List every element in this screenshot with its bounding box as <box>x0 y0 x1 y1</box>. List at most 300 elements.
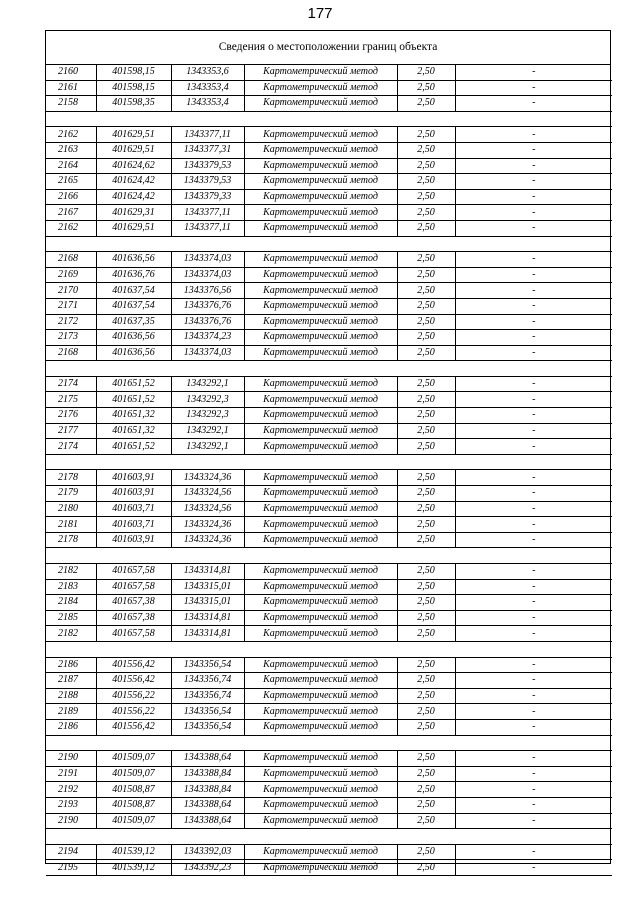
point-number-cell: 2165 <box>46 174 96 190</box>
method-cell: Картометрический метод <box>244 470 397 486</box>
method-cell: Картометрический метод <box>244 158 397 174</box>
point-number-cell: 2173 <box>46 330 96 346</box>
point-number-cell: 2167 <box>46 205 96 221</box>
table-row <box>46 595 612 611</box>
table-row <box>46 205 612 221</box>
y-coordinate-cell: 1343353,4 <box>171 80 244 96</box>
table-row <box>46 813 612 829</box>
note-cell: - <box>455 80 612 96</box>
point-number-cell: 2164 <box>46 158 96 174</box>
accuracy-cell: 2,50 <box>397 158 455 174</box>
x-coordinate-cell: 401636,56 <box>96 330 171 346</box>
point-number-cell: 2170 <box>46 283 96 299</box>
table-row <box>46 564 612 580</box>
accuracy-cell: 2,50 <box>397 751 455 767</box>
y-coordinate-cell: 1343324,36 <box>171 470 244 486</box>
method-cell: Картометрический метод <box>244 626 397 642</box>
point-number-cell: 2193 <box>46 797 96 813</box>
separator-cell <box>46 454 612 470</box>
x-coordinate-cell: 401539,12 <box>96 844 171 860</box>
x-coordinate-cell: 401508,87 <box>96 797 171 813</box>
table-row <box>46 267 612 283</box>
table-row <box>46 408 612 424</box>
y-coordinate-cell: 1343379,33 <box>171 189 244 205</box>
note-cell: - <box>455 65 612 80</box>
table-row <box>46 423 612 439</box>
x-coordinate-cell: 401629,51 <box>96 220 171 236</box>
note-cell: - <box>455 142 612 158</box>
note-cell: - <box>455 345 612 361</box>
x-coordinate-cell: 401657,58 <box>96 564 171 580</box>
table-row <box>46 142 612 158</box>
method-cell: Картометрический метод <box>244 174 397 190</box>
x-coordinate-cell: 401509,07 <box>96 766 171 782</box>
accuracy-cell: 2,50 <box>397 80 455 96</box>
note-cell: - <box>455 158 612 174</box>
table-row <box>46 688 612 704</box>
note-cell: - <box>455 470 612 486</box>
x-coordinate-cell: 401651,52 <box>96 376 171 392</box>
y-coordinate-cell: 1343353,6 <box>171 65 244 80</box>
note-cell: - <box>455 283 612 299</box>
group-separator-row <box>46 111 612 127</box>
note-cell: - <box>455 423 612 439</box>
table-row <box>46 844 612 860</box>
y-coordinate-cell: 1343377,31 <box>171 142 244 158</box>
note-cell: - <box>455 96 612 112</box>
method-cell: Картометрический метод <box>244 80 397 96</box>
x-coordinate-cell: 401651,52 <box>96 392 171 408</box>
method-cell: Картометрический метод <box>244 797 397 813</box>
point-number-cell: 2161 <box>46 80 96 96</box>
note-cell: - <box>455 610 612 626</box>
note-cell: - <box>455 314 612 330</box>
table-row <box>46 751 612 767</box>
note-cell: - <box>455 408 612 424</box>
separator-cell <box>46 829 612 845</box>
method-cell: Картометрический метод <box>244 688 397 704</box>
point-number-cell: 2180 <box>46 501 96 517</box>
point-number-cell: 2171 <box>46 298 96 314</box>
note-cell: - <box>455 844 612 860</box>
coordinates-table <box>46 65 612 876</box>
table-row <box>46 532 612 548</box>
method-cell: Картометрический метод <box>244 719 397 735</box>
x-coordinate-cell: 401637,54 <box>96 298 171 314</box>
method-cell: Картометрический метод <box>244 751 397 767</box>
table-row <box>46 579 612 595</box>
x-coordinate-cell: 401598,15 <box>96 80 171 96</box>
table-row <box>46 220 612 236</box>
y-coordinate-cell: 1343377,11 <box>171 205 244 221</box>
method-cell: Картометрический метод <box>244 127 397 143</box>
note-cell: - <box>455 298 612 314</box>
accuracy-cell: 2,50 <box>397 283 455 299</box>
x-coordinate-cell: 401556,22 <box>96 704 171 720</box>
table-row <box>46 127 612 143</box>
accuracy-cell: 2,50 <box>397 797 455 813</box>
method-cell: Картометрический метод <box>244 283 397 299</box>
note-cell: - <box>455 376 612 392</box>
x-coordinate-cell: 401556,42 <box>96 719 171 735</box>
accuracy-cell: 2,50 <box>397 330 455 346</box>
page-number: 177 <box>307 5 333 22</box>
table-row <box>46 486 612 502</box>
x-coordinate-cell: 401556,22 <box>96 688 171 704</box>
x-coordinate-cell: 401651,32 <box>96 423 171 439</box>
y-coordinate-cell: 1343374,23 <box>171 330 244 346</box>
x-coordinate-cell: 401598,35 <box>96 96 171 112</box>
accuracy-cell: 2,50 <box>397 626 455 642</box>
method-cell: Картометрический метод <box>244 330 397 346</box>
group-separator-row <box>46 361 612 377</box>
table-row <box>46 439 612 455</box>
y-coordinate-cell: 1343379,53 <box>171 158 244 174</box>
y-coordinate-cell: 1343292,1 <box>171 423 244 439</box>
accuracy-cell: 2,50 <box>397 719 455 735</box>
x-coordinate-cell: 401657,38 <box>96 595 171 611</box>
point-number-cell: 2182 <box>46 626 96 642</box>
y-coordinate-cell: 1343314,81 <box>171 626 244 642</box>
method-cell: Картометрический метод <box>244 704 397 720</box>
note-cell: - <box>455 330 612 346</box>
point-number-cell: 2188 <box>46 688 96 704</box>
note-cell: - <box>455 579 612 595</box>
y-coordinate-cell: 1343374,03 <box>171 252 244 268</box>
x-coordinate-cell: 401629,51 <box>96 142 171 158</box>
x-coordinate-cell: 401603,71 <box>96 517 171 533</box>
note-cell: - <box>455 704 612 720</box>
table-row <box>46 657 612 673</box>
accuracy-cell: 2,50 <box>397 252 455 268</box>
accuracy-cell: 2,50 <box>397 65 455 80</box>
table-row <box>46 314 612 330</box>
accuracy-cell: 2,50 <box>397 517 455 533</box>
y-coordinate-cell: 1343392,03 <box>171 844 244 860</box>
note-cell: - <box>455 267 612 283</box>
x-coordinate-cell: 401657,58 <box>96 579 171 595</box>
point-number-cell: 2187 <box>46 673 96 689</box>
accuracy-cell: 2,50 <box>397 486 455 502</box>
point-number-cell: 2178 <box>46 470 96 486</box>
table-row <box>46 626 612 642</box>
accuracy-cell: 2,50 <box>397 142 455 158</box>
table-row <box>46 376 612 392</box>
method-cell: Картометрический метод <box>244 657 397 673</box>
accuracy-cell: 2,50 <box>397 408 455 424</box>
method-cell: Картометрический метод <box>244 65 397 80</box>
y-coordinate-cell: 1343314,81 <box>171 610 244 626</box>
method-cell: Картометрический метод <box>244 345 397 361</box>
x-coordinate-cell: 401603,91 <box>96 486 171 502</box>
method-cell: Картометрический метод <box>244 673 397 689</box>
y-coordinate-cell: 1343388,64 <box>171 751 244 767</box>
method-cell: Картометрический метод <box>244 579 397 595</box>
accuracy-cell: 2,50 <box>397 532 455 548</box>
y-coordinate-cell: 1343292,1 <box>171 376 244 392</box>
point-number-cell: 2192 <box>46 782 96 798</box>
table-row <box>46 252 612 268</box>
method-cell: Картометрический метод <box>244 252 397 268</box>
accuracy-cell: 2,50 <box>397 314 455 330</box>
y-coordinate-cell: 1343324,36 <box>171 517 244 533</box>
note-cell: - <box>455 782 612 798</box>
point-number-cell: 2168 <box>46 345 96 361</box>
point-number-cell: 2183 <box>46 579 96 595</box>
accuracy-cell: 2,50 <box>397 470 455 486</box>
table-row <box>46 96 612 112</box>
point-number-cell: 2190 <box>46 813 96 829</box>
point-number-cell: 2162 <box>46 220 96 236</box>
accuracy-cell: 2,50 <box>397 595 455 611</box>
note-cell: - <box>455 205 612 221</box>
x-coordinate-cell: 401508,87 <box>96 782 171 798</box>
x-coordinate-cell: 401556,42 <box>96 673 171 689</box>
point-number-cell: 2191 <box>46 766 96 782</box>
point-number-cell: 2176 <box>46 408 96 424</box>
y-coordinate-cell: 1343379,53 <box>171 174 244 190</box>
note-cell: - <box>455 127 612 143</box>
note-cell: - <box>455 626 612 642</box>
method-cell: Картометрический метод <box>244 439 397 455</box>
table-title: Сведения о местоположении границ объекта <box>46 31 610 65</box>
method-cell: Картометрический метод <box>244 423 397 439</box>
accuracy-cell: 2,50 <box>397 189 455 205</box>
y-coordinate-cell: 1343314,81 <box>171 564 244 580</box>
group-separator-row <box>46 829 612 845</box>
x-coordinate-cell: 401539,12 <box>96 860 171 876</box>
y-coordinate-cell: 1343324,56 <box>171 501 244 517</box>
y-coordinate-cell: 1343315,01 <box>171 595 244 611</box>
point-number-cell: 2175 <box>46 392 96 408</box>
method-cell: Картометрический метод <box>244 267 397 283</box>
accuracy-cell: 2,50 <box>397 688 455 704</box>
point-number-cell: 2166 <box>46 189 96 205</box>
note-cell: - <box>455 595 612 611</box>
separator-cell <box>46 361 612 377</box>
note-cell: - <box>455 517 612 533</box>
y-coordinate-cell: 1343374,03 <box>171 345 244 361</box>
note-cell: - <box>455 501 612 517</box>
table-row <box>46 501 612 517</box>
note-cell: - <box>455 220 612 236</box>
note-cell: - <box>455 797 612 813</box>
x-coordinate-cell: 401636,56 <box>96 345 171 361</box>
accuracy-cell: 2,50 <box>397 205 455 221</box>
table-row <box>46 174 612 190</box>
method-cell: Картометрический метод <box>244 610 397 626</box>
accuracy-cell: 2,50 <box>397 610 455 626</box>
note-cell: - <box>455 673 612 689</box>
accuracy-cell: 2,50 <box>397 345 455 361</box>
accuracy-cell: 2,50 <box>397 564 455 580</box>
table-row <box>46 673 612 689</box>
note-cell: - <box>455 252 612 268</box>
point-number-cell: 2186 <box>46 719 96 735</box>
method-cell: Картометрический метод <box>244 96 397 112</box>
table-row <box>46 80 612 96</box>
method-cell: Картометрический метод <box>244 376 397 392</box>
x-coordinate-cell: 401598,15 <box>96 65 171 80</box>
accuracy-cell: 2,50 <box>397 782 455 798</box>
table-row <box>46 517 612 533</box>
point-number-cell: 2194 <box>46 844 96 860</box>
y-coordinate-cell: 1343388,84 <box>171 766 244 782</box>
method-cell: Картометрический метод <box>244 142 397 158</box>
table-row <box>46 65 612 80</box>
group-separator-row <box>46 236 612 252</box>
accuracy-cell: 2,50 <box>397 860 455 876</box>
point-number-cell: 2158 <box>46 96 96 112</box>
accuracy-cell: 2,50 <box>397 766 455 782</box>
table-row <box>46 330 612 346</box>
table-row <box>46 704 612 720</box>
table-row <box>46 392 612 408</box>
method-cell: Картометрический метод <box>244 766 397 782</box>
x-coordinate-cell: 401603,71 <box>96 501 171 517</box>
y-coordinate-cell: 1343388,64 <box>171 813 244 829</box>
note-cell: - <box>455 392 612 408</box>
point-number-cell: 2186 <box>46 657 96 673</box>
point-number-cell: 2181 <box>46 517 96 533</box>
table-row <box>46 189 612 205</box>
table-row <box>46 158 612 174</box>
accuracy-cell: 2,50 <box>397 96 455 112</box>
method-cell: Картометрический метод <box>244 782 397 798</box>
table-row <box>46 860 612 876</box>
separator-cell <box>46 111 612 127</box>
y-coordinate-cell: 1343376,76 <box>171 298 244 314</box>
y-coordinate-cell: 1343377,11 <box>171 127 244 143</box>
x-coordinate-cell: 401509,07 <box>96 813 171 829</box>
note-cell: - <box>455 657 612 673</box>
point-number-cell: 2178 <box>46 532 96 548</box>
accuracy-cell: 2,50 <box>397 376 455 392</box>
separator-cell <box>46 236 612 252</box>
method-cell: Картометрический метод <box>244 408 397 424</box>
y-coordinate-cell: 1343356,74 <box>171 673 244 689</box>
y-coordinate-cell: 1343292,3 <box>171 408 244 424</box>
y-coordinate-cell: 1343377,11 <box>171 220 244 236</box>
point-number-cell: 2163 <box>46 142 96 158</box>
separator-cell <box>46 641 612 657</box>
table-row <box>46 766 612 782</box>
table-row <box>46 345 612 361</box>
point-number-cell: 2190 <box>46 751 96 767</box>
table-row <box>46 298 612 314</box>
accuracy-cell: 2,50 <box>397 220 455 236</box>
accuracy-cell: 2,50 <box>397 844 455 860</box>
point-number-cell: 2169 <box>46 267 96 283</box>
boundary-table-frame <box>45 30 611 873</box>
group-separator-row <box>46 641 612 657</box>
method-cell: Картометрический метод <box>244 517 397 533</box>
note-cell: - <box>455 751 612 767</box>
accuracy-cell: 2,50 <box>397 267 455 283</box>
method-cell: Картометрический метод <box>244 486 397 502</box>
point-number-cell: 2184 <box>46 595 96 611</box>
y-coordinate-cell: 1343388,64 <box>171 797 244 813</box>
point-number-cell: 2172 <box>46 314 96 330</box>
y-coordinate-cell: 1343292,1 <box>171 439 244 455</box>
point-number-cell: 2168 <box>46 252 96 268</box>
accuracy-cell: 2,50 <box>397 439 455 455</box>
point-number-cell: 2189 <box>46 704 96 720</box>
y-coordinate-cell: 1343324,56 <box>171 486 244 502</box>
note-cell: - <box>455 564 612 580</box>
x-coordinate-cell: 401603,91 <box>96 532 171 548</box>
x-coordinate-cell: 401629,51 <box>96 127 171 143</box>
x-coordinate-cell: 401651,32 <box>96 408 171 424</box>
x-coordinate-cell: 401657,58 <box>96 626 171 642</box>
note-cell: - <box>455 439 612 455</box>
y-coordinate-cell: 1343356,54 <box>171 704 244 720</box>
accuracy-cell: 2,50 <box>397 579 455 595</box>
method-cell: Картометрический метод <box>244 314 397 330</box>
accuracy-cell: 2,50 <box>397 127 455 143</box>
accuracy-cell: 2,50 <box>397 392 455 408</box>
method-cell: Картометрический метод <box>244 205 397 221</box>
separator-cell <box>46 548 612 564</box>
table-row <box>46 782 612 798</box>
method-cell: Картометрический метод <box>244 392 397 408</box>
point-number-cell: 2160 <box>46 65 96 80</box>
method-cell: Картометрический метод <box>244 220 397 236</box>
method-cell: Картометрический метод <box>244 189 397 205</box>
method-cell: Картометрический метод <box>244 595 397 611</box>
method-cell: Картометрический метод <box>244 532 397 548</box>
y-coordinate-cell: 1343324,36 <box>171 532 244 548</box>
y-coordinate-cell: 1343356,54 <box>171 719 244 735</box>
y-coordinate-cell: 1343292,3 <box>171 392 244 408</box>
note-cell: - <box>455 174 612 190</box>
y-coordinate-cell: 1343356,74 <box>171 688 244 704</box>
point-number-cell: 2174 <box>46 376 96 392</box>
x-coordinate-cell: 401651,52 <box>96 439 171 455</box>
x-coordinate-cell: 401603,91 <box>96 470 171 486</box>
point-number-cell: 2185 <box>46 610 96 626</box>
accuracy-cell: 2,50 <box>397 673 455 689</box>
y-coordinate-cell: 1343376,76 <box>171 314 244 330</box>
note-cell: - <box>455 860 612 876</box>
x-coordinate-cell: 401637,54 <box>96 283 171 299</box>
x-coordinate-cell: 401657,38 <box>96 610 171 626</box>
point-number-cell: 2174 <box>46 439 96 455</box>
accuracy-cell: 2,50 <box>397 174 455 190</box>
y-coordinate-cell: 1343376,56 <box>171 283 244 299</box>
accuracy-cell: 2,50 <box>397 657 455 673</box>
y-coordinate-cell: 1343315,01 <box>171 579 244 595</box>
x-coordinate-cell: 401637,35 <box>96 314 171 330</box>
accuracy-cell: 2,50 <box>397 423 455 439</box>
note-cell: - <box>455 688 612 704</box>
x-coordinate-cell: 401624,62 <box>96 158 171 174</box>
x-coordinate-cell: 401556,42 <box>96 657 171 673</box>
accuracy-cell: 2,50 <box>397 813 455 829</box>
method-cell: Картометрический метод <box>244 564 397 580</box>
y-coordinate-cell: 1343392,23 <box>171 860 244 876</box>
x-coordinate-cell: 401624,42 <box>96 189 171 205</box>
table-row <box>46 470 612 486</box>
note-cell: - <box>455 766 612 782</box>
method-cell: Картометрический метод <box>244 844 397 860</box>
note-cell: - <box>455 719 612 735</box>
method-cell: Картометрический метод <box>244 298 397 314</box>
method-cell: Картометрический метод <box>244 860 397 876</box>
y-coordinate-cell: 1343353,4 <box>171 96 244 112</box>
x-coordinate-cell: 401636,76 <box>96 267 171 283</box>
accuracy-cell: 2,50 <box>397 501 455 517</box>
